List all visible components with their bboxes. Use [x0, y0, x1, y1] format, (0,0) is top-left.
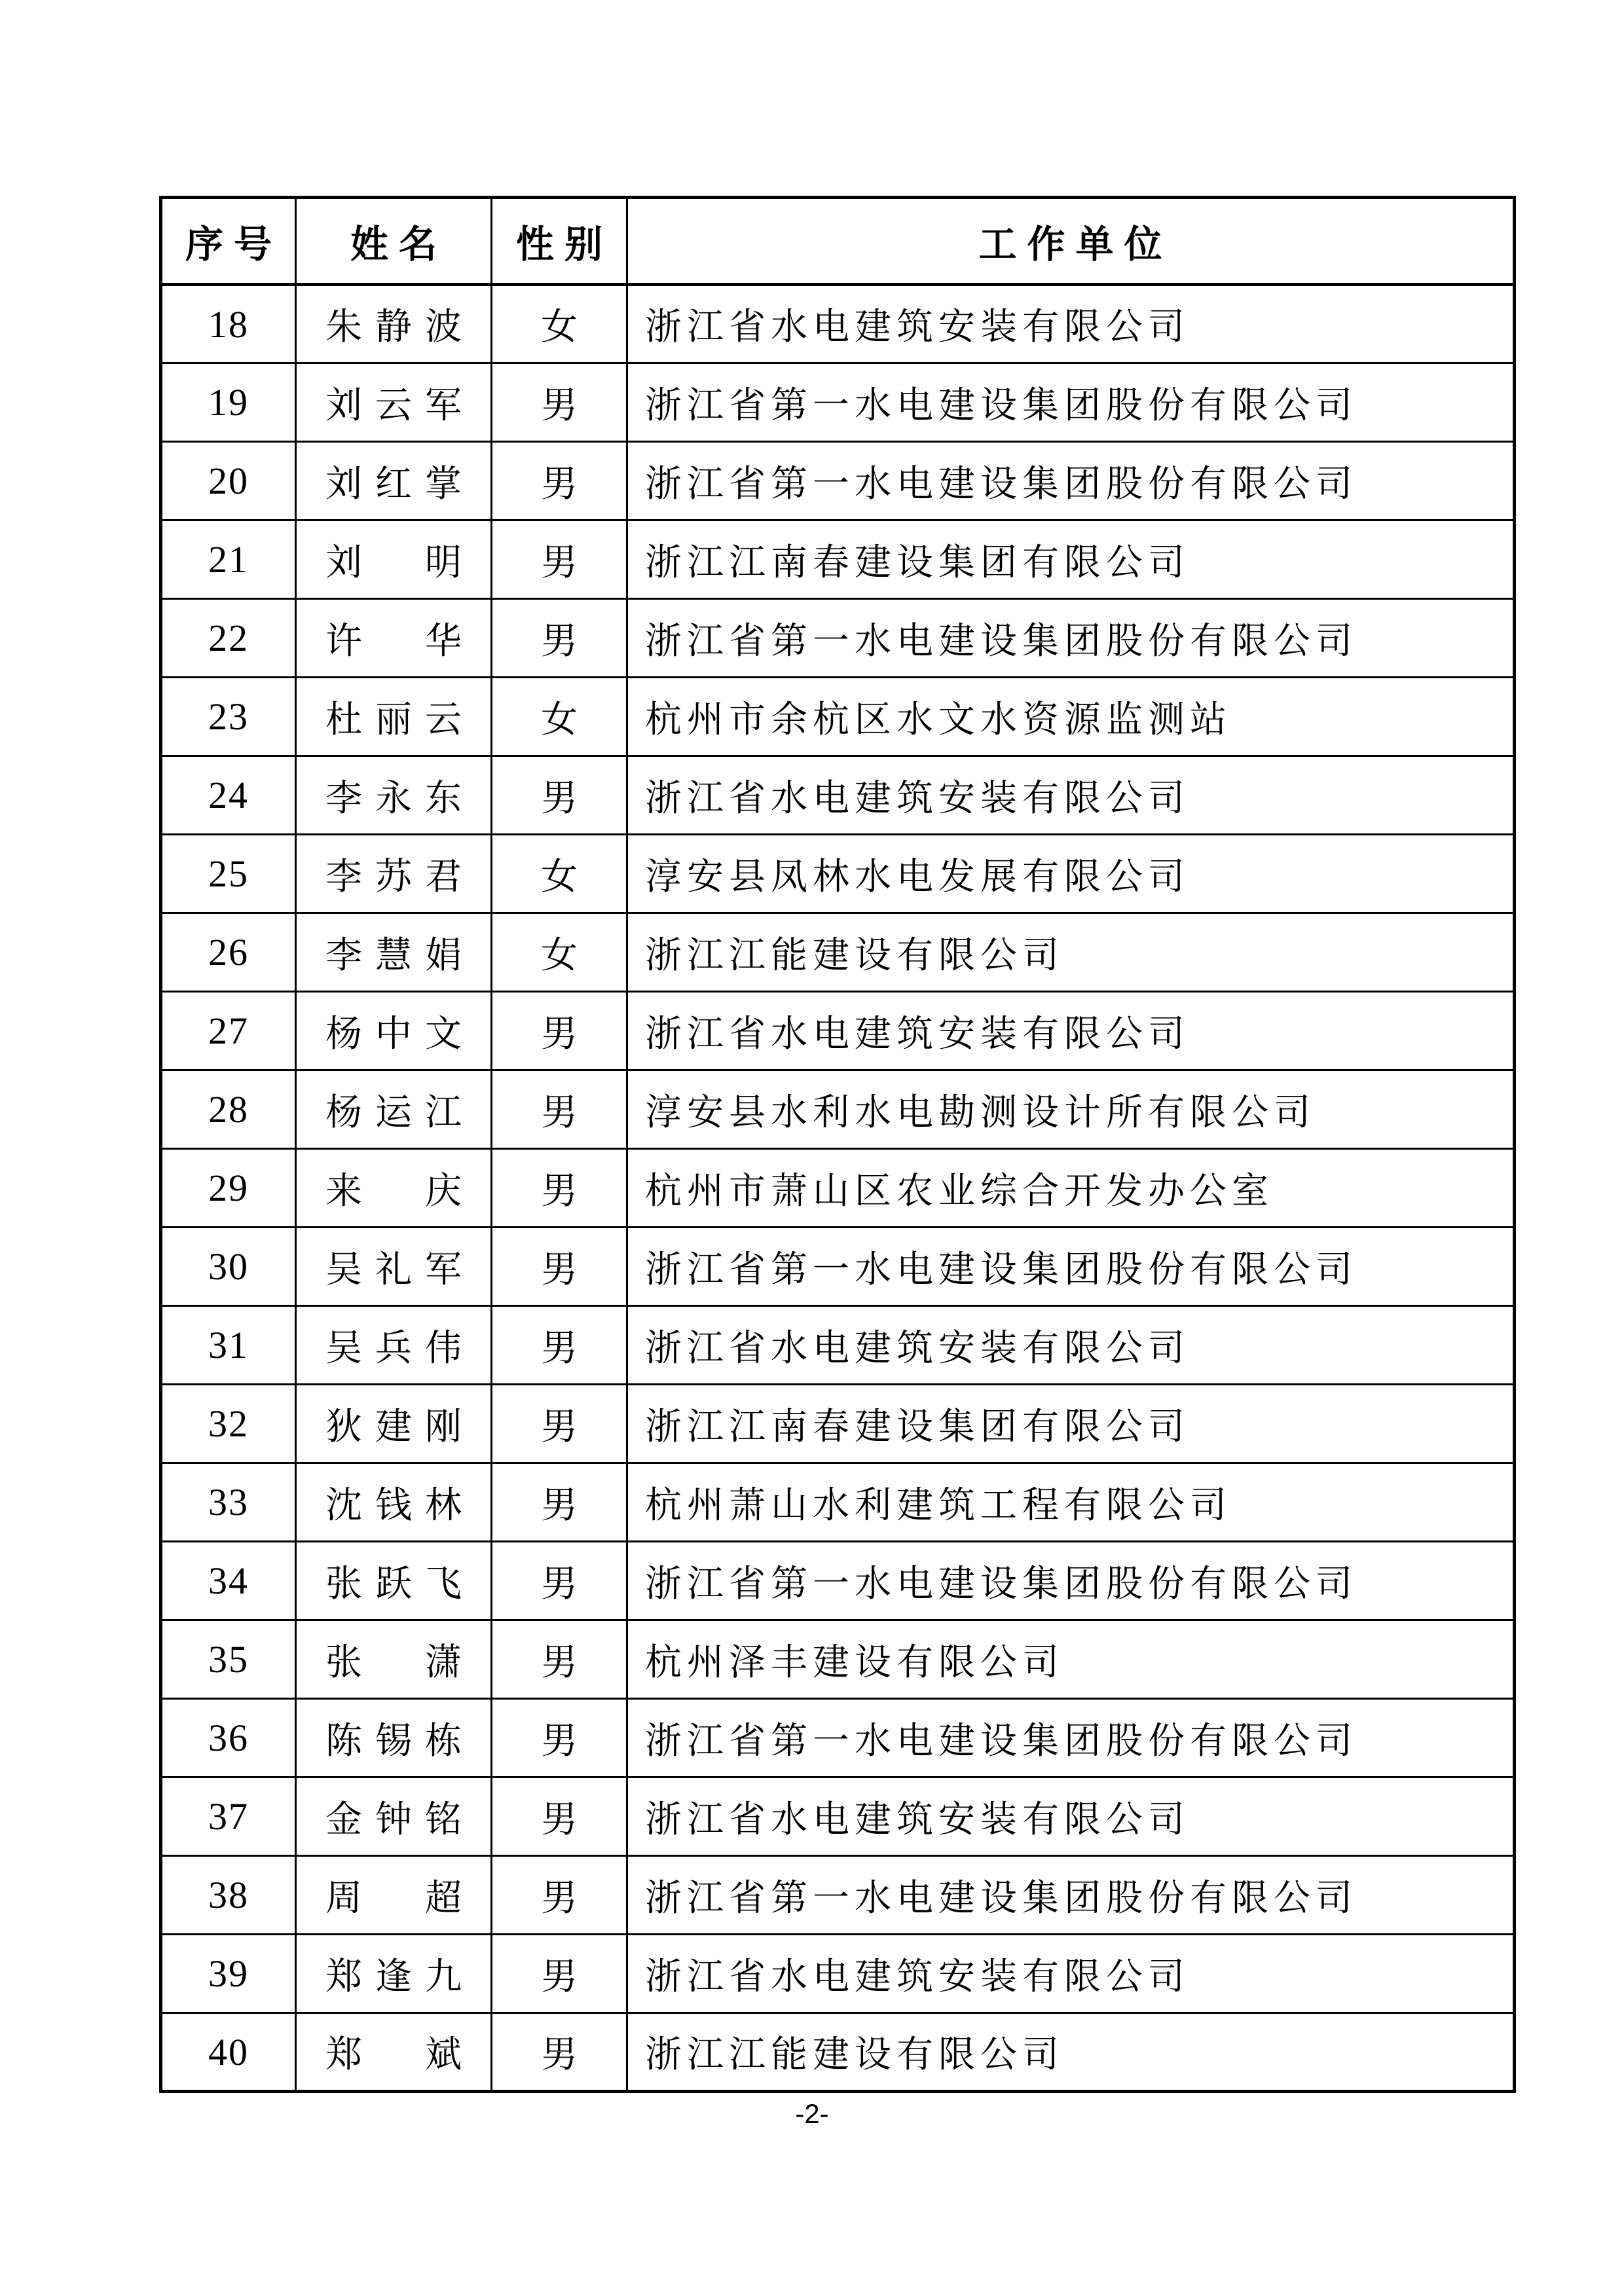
table-cell-gender: 男: [492, 1542, 627, 1620]
table-cell-unit: 浙江省水电建筑安装有限公司: [627, 1306, 1515, 1385]
table-cell-unit: 浙江江能建设有限公司: [627, 913, 1515, 992]
table-cell-gender: 男: [492, 1699, 627, 1777]
table-cell-gender: 男: [492, 1149, 627, 1228]
table-row: [161, 1463, 1515, 1542]
table-cell-index: 26: [161, 913, 296, 992]
table-cell-unit: 浙江省第一水电建设集团股份有限公司: [627, 1856, 1515, 1935]
table-cell-unit: 浙江省水电建筑安装有限公司: [627, 285, 1515, 363]
table-row: [161, 1699, 1515, 1777]
table-cell-gender: 女: [492, 678, 627, 756]
table-cell-index: 24: [161, 756, 296, 835]
table-row: [161, 1149, 1515, 1228]
table-cell-gender: 女: [492, 913, 627, 992]
table-cell-name: 李永东: [296, 756, 492, 835]
table-cell-name: 周 超: [296, 1856, 492, 1935]
table-cell-name: 刘 明: [296, 520, 492, 599]
column-header-gender: 性别: [492, 198, 627, 285]
table-cell-index: 39: [161, 1935, 296, 2013]
table-header-row: [161, 198, 1515, 285]
table-body: [161, 285, 1515, 2092]
table-cell-index: 20: [161, 442, 296, 520]
table-row: [161, 599, 1515, 678]
table-row: [161, 442, 1515, 520]
table-row: [161, 1777, 1515, 1856]
table-cell-unit: 杭州市余杭区水文水资源监测站: [627, 678, 1515, 756]
table-row: [161, 1856, 1515, 1935]
table-cell-gender: 男: [492, 1228, 627, 1306]
table-cell-name: 许 华: [296, 599, 492, 678]
table-cell-unit: 浙江江南春建设集团有限公司: [627, 1385, 1515, 1463]
table-cell-index: 25: [161, 835, 296, 913]
table-cell-gender: 男: [492, 1306, 627, 1385]
table-cell-unit: 浙江省第一水电建设集团股份有限公司: [627, 363, 1515, 442]
table-cell-unit: 浙江省水电建筑安装有限公司: [627, 1777, 1515, 1856]
table-cell-name: 李慧娟: [296, 913, 492, 992]
table-cell-name: 郑 斌: [296, 2013, 492, 2092]
table-cell-gender: 女: [492, 285, 627, 363]
table-cell-unit: 浙江江南春建设集团有限公司: [627, 520, 1515, 599]
table-row: [161, 1385, 1515, 1463]
table-cell-name: 陈锡栋: [296, 1699, 492, 1777]
table-row: [161, 913, 1515, 992]
table-cell-index: 28: [161, 1070, 296, 1149]
table-row: [161, 756, 1515, 835]
table-cell-name: 张跃飞: [296, 1542, 492, 1620]
table-cell-gender: 男: [492, 1935, 627, 2013]
table-row: [161, 835, 1515, 913]
table-cell-gender: 女: [492, 835, 627, 913]
table-cell-unit: 浙江省水电建筑安装有限公司: [627, 1935, 1515, 2013]
table-cell-unit: 杭州泽丰建设有限公司: [627, 1620, 1515, 1699]
table-cell-name: 刘云军: [296, 363, 492, 442]
table-cell-index: 23: [161, 678, 296, 756]
table-cell-index: 34: [161, 1542, 296, 1620]
table-cell-index: 37: [161, 1777, 296, 1856]
table-cell-name: 杨运江: [296, 1070, 492, 1149]
table-cell-name: 郑逢九: [296, 1935, 492, 2013]
table-row: [161, 1228, 1515, 1306]
table-cell-index: 27: [161, 992, 296, 1070]
table-cell-name: 沈钱林: [296, 1463, 492, 1542]
table-cell-name: 刘红掌: [296, 442, 492, 520]
table-cell-gender: 男: [492, 756, 627, 835]
table-cell-index: 19: [161, 363, 296, 442]
table-cell-index: 32: [161, 1385, 296, 1463]
table-cell-unit: 浙江省第一水电建设集团股份有限公司: [627, 1228, 1515, 1306]
table-cell-gender: 男: [492, 2013, 627, 2092]
table-cell-index: 21: [161, 520, 296, 599]
table-cell-name: 狄建刚: [296, 1385, 492, 1463]
table-cell-index: 36: [161, 1699, 296, 1777]
table-cell-gender: 男: [492, 363, 627, 442]
table-cell-unit: 淳安县凤林水电发展有限公司: [627, 835, 1515, 913]
table-cell-name: 杨中文: [296, 992, 492, 1070]
table-cell-gender: 男: [492, 1620, 627, 1699]
table-cell-unit: 浙江江能建设有限公司: [627, 2013, 1515, 2092]
table-cell-index: 33: [161, 1463, 296, 1542]
table-row: [161, 363, 1515, 442]
table-row: [161, 1935, 1515, 2013]
table-row: [161, 1070, 1515, 1149]
table-cell-index: 22: [161, 599, 296, 678]
table-cell-unit: 浙江省第一水电建设集团股份有限公司: [627, 599, 1515, 678]
page-number: -2-: [795, 2098, 829, 2129]
table-cell-index: 29: [161, 1149, 296, 1228]
table-cell-gender: 男: [492, 520, 627, 599]
table-cell-unit: 浙江省水电建筑安装有限公司: [627, 992, 1515, 1070]
table-cell-gender: 男: [492, 1777, 627, 1856]
table-cell-gender: 男: [492, 1463, 627, 1542]
column-header-name: 姓名: [296, 198, 492, 285]
table-cell-name: 朱静波: [296, 285, 492, 363]
table-row: [161, 1306, 1515, 1385]
table-cell-index: 38: [161, 1856, 296, 1935]
table-row: [161, 520, 1515, 599]
table-cell-name: 金钟铭: [296, 1777, 492, 1856]
table-cell-name: 吴兵伟: [296, 1306, 492, 1385]
table-cell-gender: 男: [492, 992, 627, 1070]
table-cell-gender: 男: [492, 599, 627, 678]
table-row: [161, 678, 1515, 756]
table-cell-unit: 杭州萧山水利建筑工程有限公司: [627, 1463, 1515, 1542]
table-cell-unit: 杭州市萧山区农业综合开发办公室: [627, 1149, 1515, 1228]
table-cell-gender: 男: [492, 1385, 627, 1463]
table-cell-name: 张 潇: [296, 1620, 492, 1699]
table-cell-index: 30: [161, 1228, 296, 1306]
table-row: [161, 992, 1515, 1070]
table-cell-gender: 男: [492, 1070, 627, 1149]
column-header-unit: 工作单位: [627, 198, 1515, 285]
table-cell-name: 李苏君: [296, 835, 492, 913]
table-cell-unit: 浙江省第一水电建设集团股份有限公司: [627, 1699, 1515, 1777]
table-cell-index: 18: [161, 285, 296, 363]
table-cell-index: 35: [161, 1620, 296, 1699]
table-cell-unit: 浙江省第一水电建设集团股份有限公司: [627, 442, 1515, 520]
table-row: [161, 2013, 1515, 2092]
table-cell-index: 40: [161, 2013, 296, 2092]
table-cell-unit: 淳安县水利水电勘测设计所有限公司: [627, 1070, 1515, 1149]
column-header-index: 序号: [161, 198, 296, 285]
table-cell-name: 吴礼军: [296, 1228, 492, 1306]
table-cell-name: 杜丽云: [296, 678, 492, 756]
roster-table: [159, 196, 1516, 2093]
table-row: [161, 285, 1515, 363]
table-cell-name: 来 庆: [296, 1149, 492, 1228]
table-cell-gender: 男: [492, 442, 627, 520]
table-cell-unit: 浙江省第一水电建设集团股份有限公司: [627, 1542, 1515, 1620]
table-cell-gender: 男: [492, 1856, 627, 1935]
table-cell-index: 31: [161, 1306, 296, 1385]
table-row: [161, 1620, 1515, 1699]
table-row: [161, 1542, 1515, 1620]
table-cell-unit: 浙江省水电建筑安装有限公司: [627, 756, 1515, 835]
